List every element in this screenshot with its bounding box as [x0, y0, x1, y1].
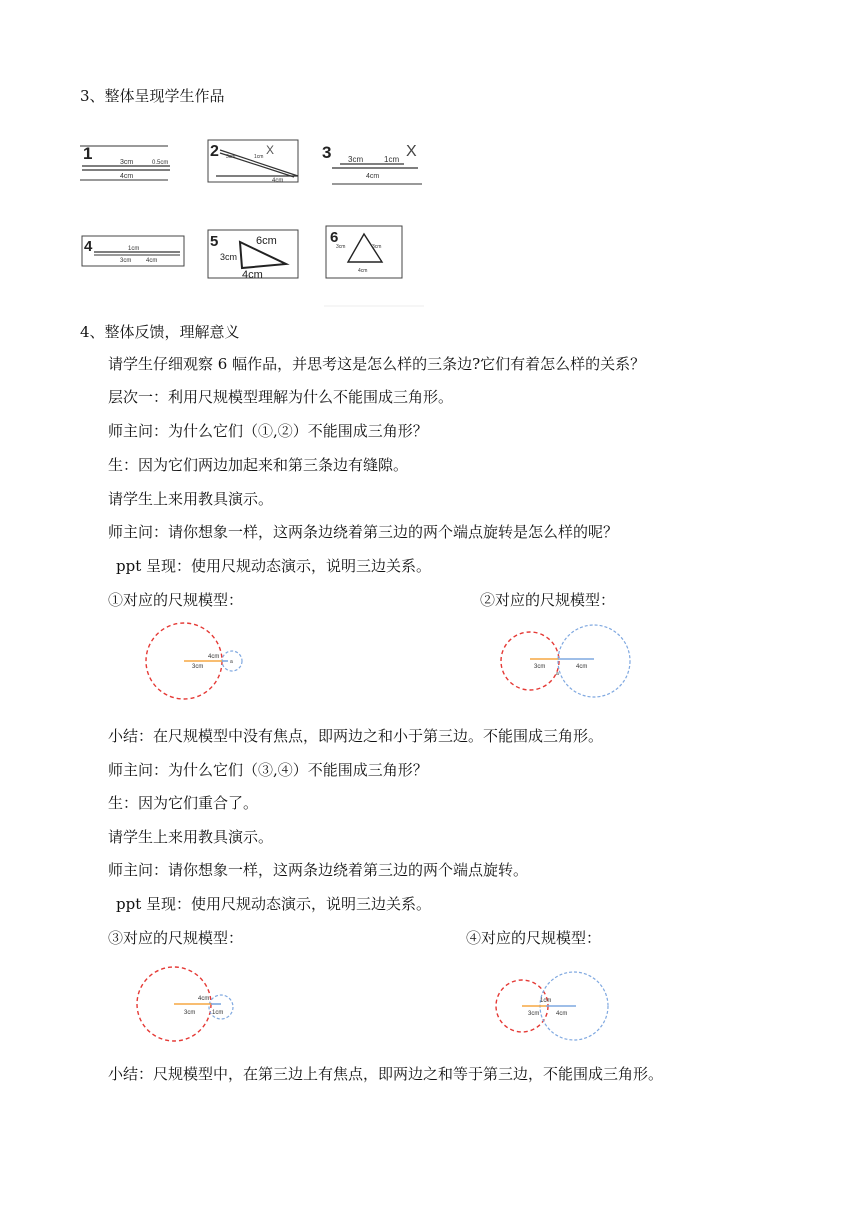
work-label: 3cm — [120, 258, 132, 264]
student-work-5 — [206, 228, 302, 282]
svg-text:X: X — [406, 143, 417, 160]
work-label: 3cm — [220, 252, 238, 262]
svg-text:X: X — [266, 143, 275, 157]
work-label: 1cm — [384, 155, 400, 164]
work-number: 5 — [210, 233, 219, 250]
paragraph: 层次一：利用尺规模型理解为什么不能围成三角形。 — [108, 388, 454, 406]
model-side-label: 3cm — [192, 664, 204, 670]
work-label: 3cm — [348, 155, 364, 164]
summary-1: 小结：在尺规模型中没有焦点，即两边之和小于第三边。不能围成三角形。 — [108, 727, 604, 745]
model-side-label: a — [556, 671, 559, 677]
model-label-3: ③对应的尺规模型： — [108, 929, 244, 947]
work-number: 1 — [83, 144, 93, 163]
model-side-label: 3cm — [534, 664, 546, 670]
work-number: 3 — [322, 143, 332, 162]
model-side-label: 4cm — [208, 654, 220, 660]
paragraph: 师主问：请你想象一样，这两条边绕着第三边的两个端点旋转是怎么样的呢？ — [108, 523, 619, 541]
work-label: 6cm — [256, 235, 277, 247]
work-label: 1cm — [254, 154, 264, 160]
paragraph: 请学生上来用教具演示。 — [108, 490, 274, 508]
work-label: 4cm — [146, 258, 158, 264]
work-label: 0.5cm — [152, 160, 169, 166]
compass-model-4 — [494, 970, 614, 1044]
paragraph: 生：因为它们两边加起来和第三条边有缝隙。 — [108, 456, 409, 474]
summary-2: 小结：尺规模型中，在第三边上有焦点，即两边之和等于第三边，不能围成三角形。 — [108, 1065, 664, 1083]
model-side-label: 1cm — [212, 1010, 224, 1016]
paragraph: ppt 呈现：使用尺规动态演示，说明三边关系。 — [116, 557, 432, 575]
work-number: 6 — [330, 229, 339, 246]
model-label-1: ①对应的尺规模型： — [108, 591, 244, 609]
section-3-heading: 3、整体呈现学生作品 — [80, 87, 225, 105]
compass-model-2 — [498, 622, 638, 702]
work-label: 4cm — [272, 178, 284, 184]
work-label: 1cm — [128, 246, 140, 252]
paragraph: 请学生仔细观察 6 幅作品，并思考这是怎么样的三条边?它们有着怎么样的关系？ — [108, 355, 646, 373]
work-label: 3cm — [372, 244, 382, 250]
paragraph: ppt 呈现：使用尺规动态演示，说明三边关系。 — [116, 895, 432, 913]
work-label: 4cm — [366, 173, 380, 180]
model-side-label: 4cm — [576, 664, 588, 670]
model-side-label: 3cm — [528, 1011, 540, 1017]
compass-model-3 — [132, 962, 242, 1046]
student-work-3 — [318, 138, 426, 188]
model-side-label: 3cm — [184, 1010, 196, 1016]
section-4-heading: 4、整体反馈，理解意义 — [80, 323, 240, 341]
model-label-4: ④对应的尺规模型： — [466, 929, 602, 947]
model-side-label: 4cm — [198, 996, 210, 1002]
work-label: 4cm — [120, 173, 134, 180]
student-work-1 — [80, 140, 176, 184]
model-label-2: ②对应的尺规模型： — [480, 591, 616, 609]
student-work-2 — [206, 138, 302, 186]
compass-model-1 — [140, 622, 260, 702]
paragraph: 请学生上来用教具演示。 — [108, 828, 274, 846]
work-label: 4cm — [242, 269, 263, 281]
model-side-label: a — [230, 659, 233, 665]
student-work-4 — [80, 232, 190, 272]
work-label: 3cm — [120, 159, 134, 166]
paragraph: 师主问：请你想象一样，这两条边绕着第三边的两个端点旋转。 — [108, 861, 529, 879]
work-label: 3cm — [226, 154, 236, 160]
model-side-label: 4cm — [556, 1011, 568, 1017]
work-number: 4 — [84, 238, 93, 255]
paragraph: 生：因为它们重合了。 — [108, 794, 259, 812]
student-work-6 — [324, 224, 424, 308]
paragraph: 师主问：为什么它们（③,④）不能围成三角形？ — [108, 761, 428, 779]
model-side-label: 1cm — [540, 998, 552, 1004]
paragraph: 师主问：为什么它们（①,②）不能围成三角形？ — [108, 422, 428, 440]
work-label: 3cm — [336, 244, 346, 250]
work-label: 4cm — [358, 268, 368, 274]
work-number: 2 — [210, 143, 219, 160]
